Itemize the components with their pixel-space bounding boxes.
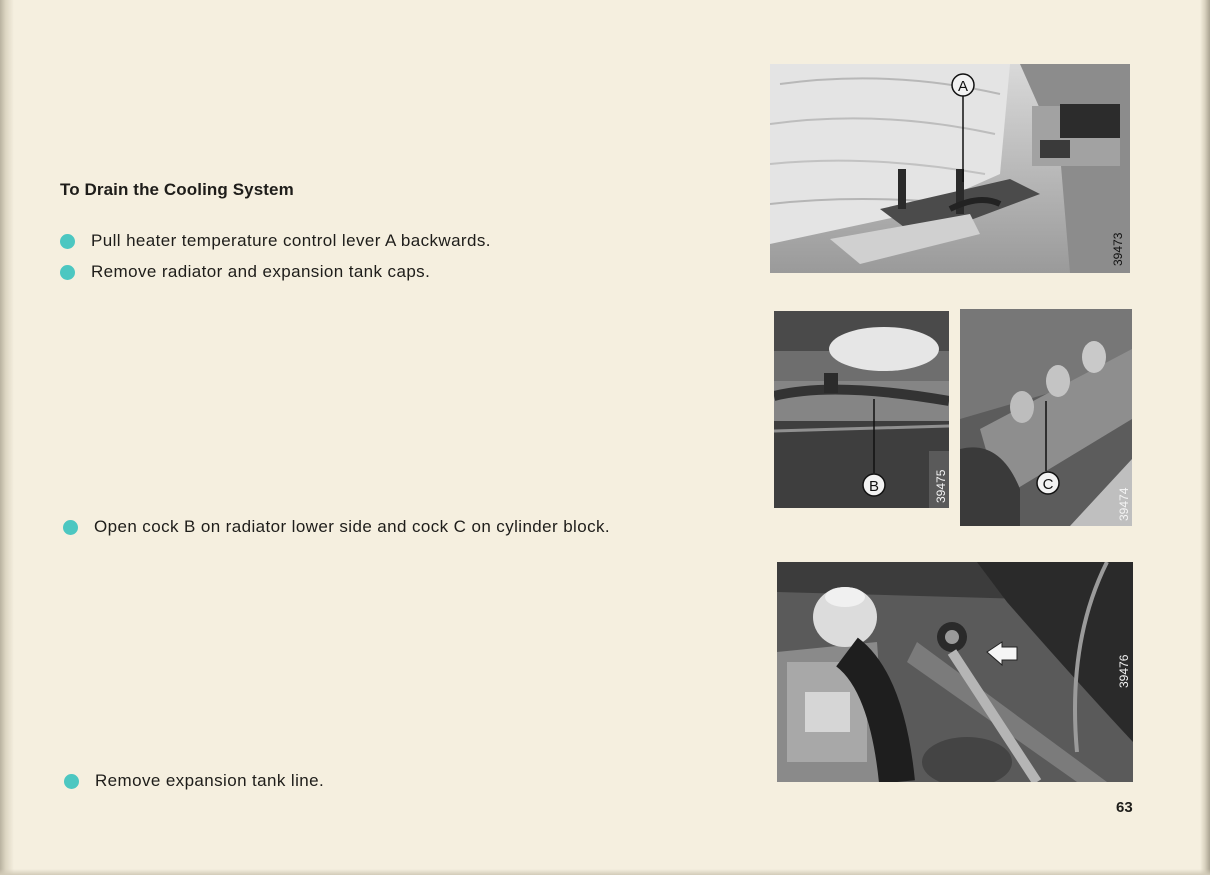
- step-open-cocks: [63, 517, 610, 537]
- photo-cylinder-block-cock: [960, 309, 1132, 526]
- figure-number: 39475: [934, 469, 948, 503]
- section-title: To Drain the Cooling System: [60, 180, 294, 199]
- callout-label: B: [868, 478, 880, 495]
- figure-number: 39476: [1117, 654, 1131, 688]
- bullet-dot-icon: [63, 520, 78, 535]
- bullet-dot-icon: [60, 234, 75, 249]
- step-text: Open cock B on radiator lower side and cock C on cylinder block.: [94, 517, 611, 536]
- photo-expansion-tank-line: [777, 562, 1133, 782]
- step-remove-caps: [60, 262, 430, 282]
- callout-label: A: [957, 78, 969, 95]
- page-binding-edge: [0, 0, 14, 875]
- step-remove-line: [64, 771, 324, 791]
- photo-radiator-drain-cock: [774, 311, 949, 508]
- page-number: 63: [1116, 799, 1133, 816]
- figure-number: 39474: [1117, 487, 1131, 521]
- figure-number: 39473: [1111, 232, 1125, 266]
- callout-label: C: [1042, 476, 1054, 493]
- photo-heater-control-lever: [770, 64, 1130, 273]
- page-outer-edge: [1200, 0, 1210, 875]
- step-pull-lever: [60, 231, 491, 251]
- bullet-dot-icon: [64, 774, 79, 789]
- step-text: Pull heater temperature control lever A backwards.: [91, 231, 491, 250]
- page-bottom-edge: [0, 869, 1210, 875]
- step-text: Remove expansion tank line.: [95, 771, 325, 790]
- step-text: Remove radiator and expansion tank caps.: [91, 262, 431, 281]
- bullet-dot-icon: [60, 265, 75, 280]
